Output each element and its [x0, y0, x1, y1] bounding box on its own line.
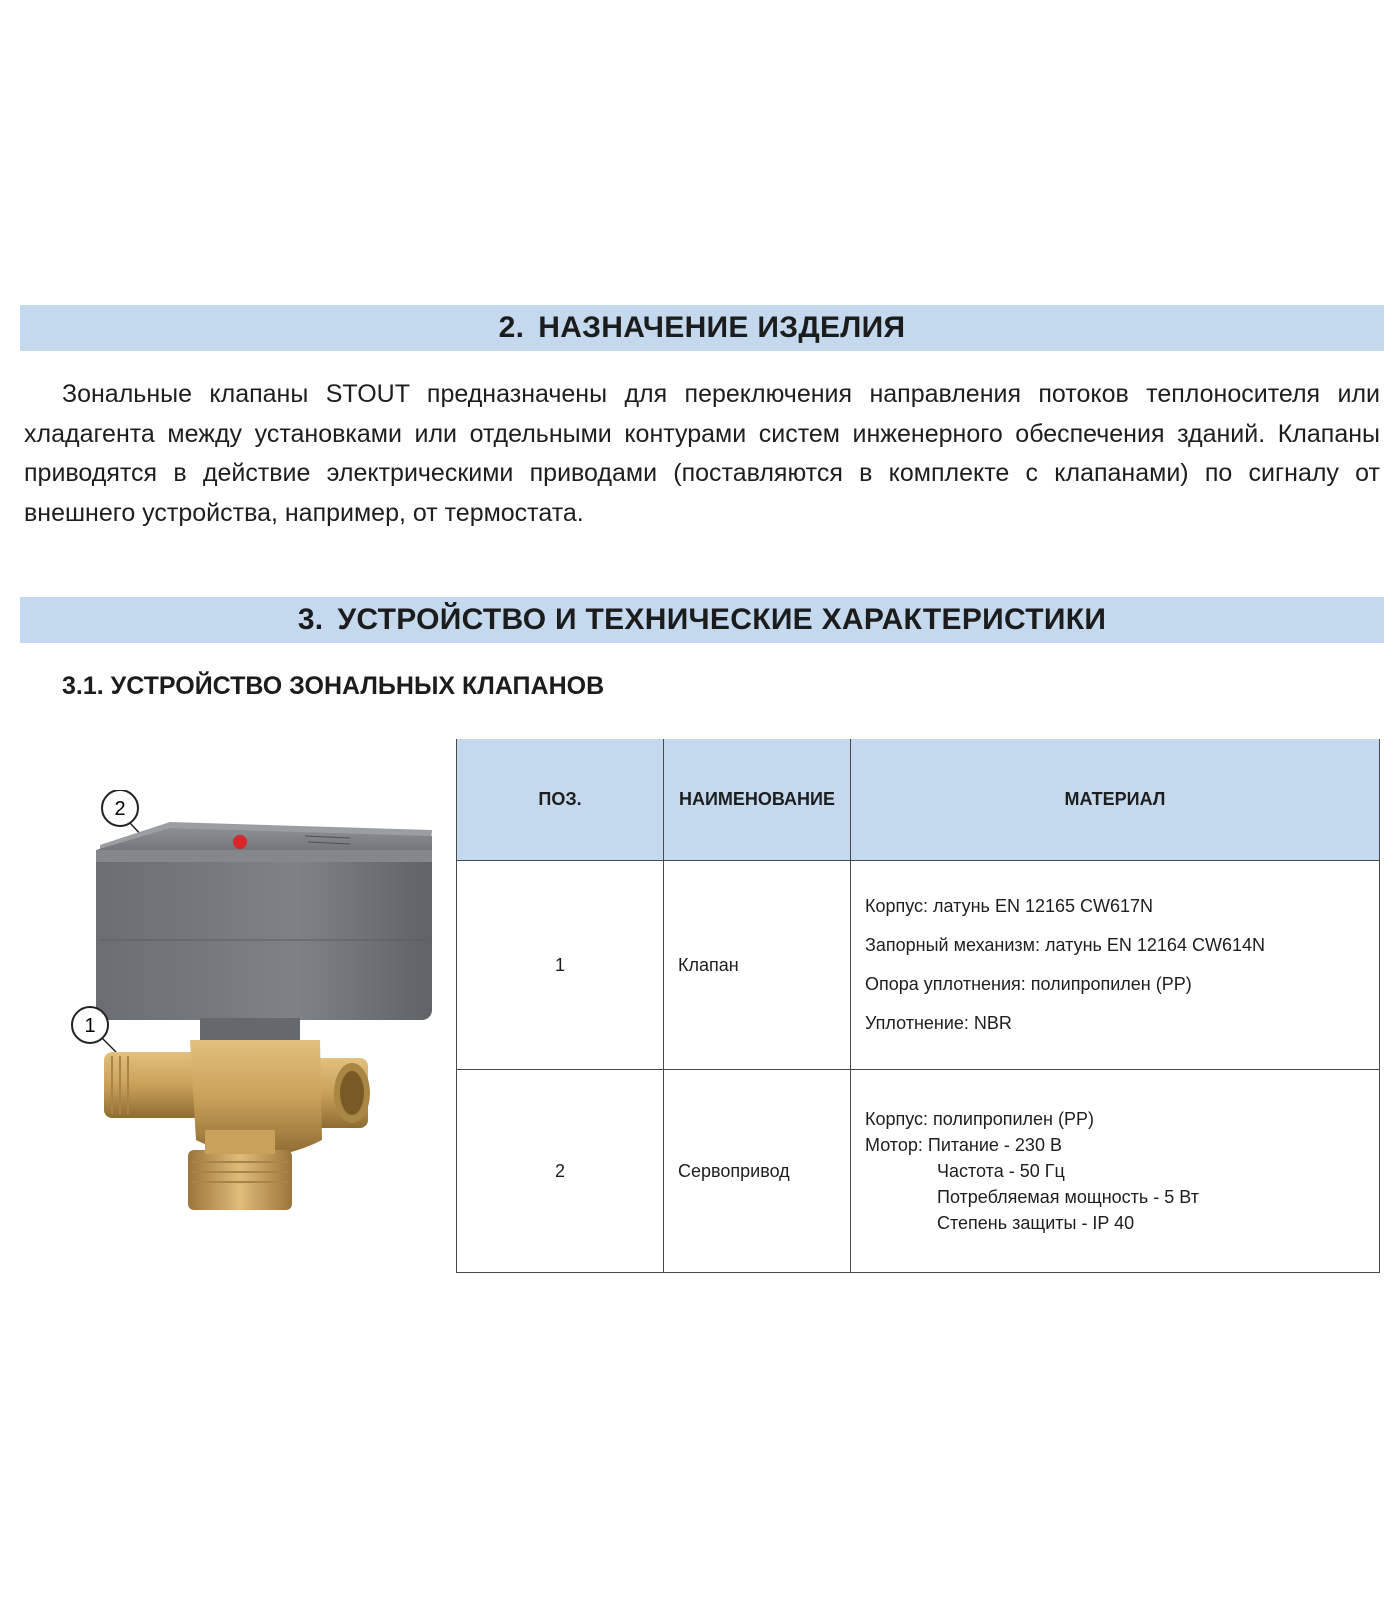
row-2-name: Сервопривод: [664, 1070, 851, 1273]
header-pos: ПОЗ.: [457, 739, 664, 861]
material-line: Частота - 50 Гц: [937, 1161, 1065, 1181]
row-1-materials: [851, 861, 1380, 1070]
row-2-pos: 2: [457, 1070, 664, 1273]
material-line: Потребляемая мощность - 5 Вт: [937, 1187, 1199, 1207]
callout-2: [102, 790, 144, 838]
row-1-name: Клапан: [664, 861, 851, 1070]
section-3-title: УСТРОЙСТВО И ТЕХНИЧЕСКИЕ ХАРАКТЕРИСТИКИ: [337, 603, 1107, 636]
section-3-header: [20, 597, 1384, 643]
subsection-3-1-title: 3.1. УСТРОЙСТВО ЗОНАЛЬНЫХ КЛАПАНОВ: [62, 672, 605, 700]
section-2-header: [20, 305, 1384, 351]
section-2-number: 2.: [498, 311, 525, 344]
row-1-pos: 1: [457, 861, 664, 1070]
svg-text:2: 2: [114, 798, 126, 820]
zone-valve-image: [60, 790, 460, 1240]
section-3-number: 3.: [297, 603, 324, 636]
valve-port-ab: [188, 1150, 292, 1210]
material-line: Корпус: полипропилен (PP): [865, 1109, 1094, 1129]
actuator-body: [96, 850, 432, 1020]
indicator-light: [233, 835, 247, 849]
material-line: Мотор: Питание - 230 В: [865, 1135, 1062, 1155]
material-line: Корпус: латунь EN 12165 CW617N: [865, 896, 1154, 916]
header-material: МАТЕРИАЛ: [851, 739, 1380, 861]
table-row: [457, 1070, 1380, 1273]
spec-table: [456, 739, 1380, 1273]
header-name: НАИМЕНОВАНИЕ: [664, 739, 851, 861]
table-header-row: [457, 739, 1380, 861]
section-2-title: НАЗНАЧЕНИЕ ИЗДЕЛИЯ: [538, 311, 906, 344]
material-line: Запорный механизм: латунь EN 12164 CW614N: [865, 935, 1265, 955]
svg-text:1: 1: [84, 1015, 96, 1037]
zone-valve-illustration: [60, 790, 460, 1240]
table-row: [457, 861, 1380, 1070]
row-2-materials: [851, 1070, 1380, 1273]
material-line: Опора уплотнения: полипропилен (PP): [865, 974, 1192, 994]
section-2-paragraph: Зональные клапаны STOUT предназначены для переключения направления потоков теплоносителя или хладагента между установками или отдельными контурами систем инженерного обеспечения зданий. Клапаны приводятся в действие электрическими приводами (поставляются в комплекте с клапанами) по сигналу от внешнего устройства, например, от термостата.: [24, 380, 1380, 527]
material-line: Уплотнение: NBR: [865, 1013, 1012, 1033]
material-line: Степень защиты - IP 40: [937, 1213, 1135, 1233]
